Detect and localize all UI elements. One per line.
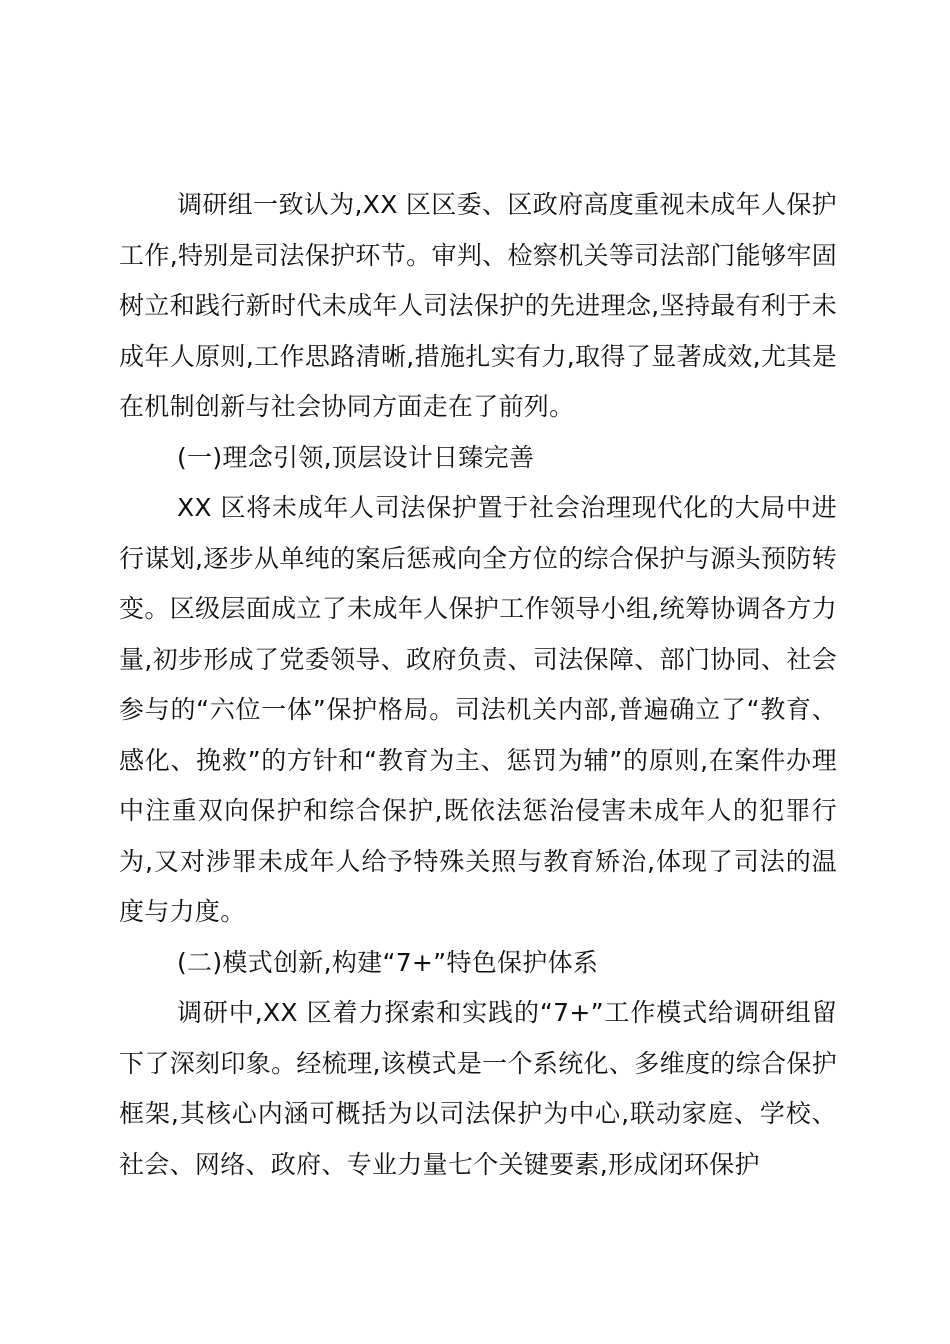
section-heading-2: (二)模式创新,构建“7+”特色保护体系 [177,947,599,977]
section-heading-1: (一)理念引领,顶层设计日臻完善 [177,442,535,472]
paragraph-concept: XX 区将未成年人司法保护置于社会治理现代化的大局中进行谋划,逐步从单纯的案后惩戒向全方位的综合保护与源头预防转变。区级层面成立了未成年人保护工作领导小组,统筹协调各方力量,初步形成了党委领导、政府负责、司法保障、部门协同、社会参与的“六位一体”保护格局。司法机关内部,普遍确立了“教育、感化、挽救”的方针和“教育为主、惩罚为辅”的原则,在案件办理中注重双向保护和综合保护,既依法惩治侵害未成年人的犯罪行为,又对涉罪未成年人给予特殊关照与教育矫治,体现了司法的温度与力度。 [119,493,837,926]
paragraph-model: 调研中,XX 区着力探索和实践的“7+”工作模式给调研组留下了深刻印象。经梳理,该模式是一个系统化、多维度的综合保护框架,其核心内涵可概括为以司法保护为中心,联动家庭、学校、社会、网络、政府、专业力量七个关键要素,形成闭环保护 [119,998,837,1179]
document-page [119,180,837,1190]
paragraph-conclusion: 调研组一致认为,XX 区区委、区政府高度重视未成年人保护工作,特别是司法保护环节。审判、检察机关等司法部门能够牢固树立和践行新时代未成年人司法保护的先进理念,坚持最有利于未成年人原则,工作思路清晰,措施扎实有力,取得了显著成效,尤其是在机制创新与社会协同方面走在了前列。 [119,190,837,421]
